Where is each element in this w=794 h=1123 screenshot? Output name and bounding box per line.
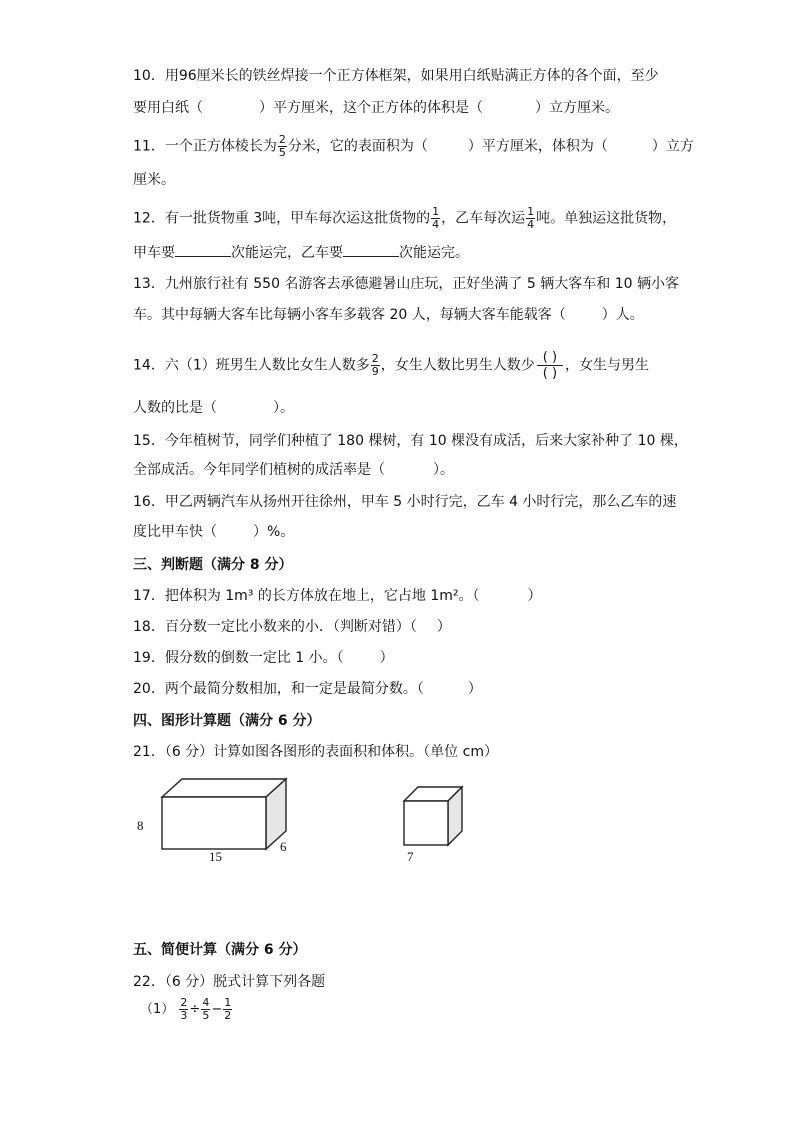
q14-line1: 14．六（1）班男生人数比女生人数多 $\frac{2}{9}$ ，女生人数比男生人数少 ( ) ( ) ，女生与男生 <box>133 350 650 381</box>
blank-fraction[interactable]: ( ) ( ) <box>537 350 563 381</box>
cube-edge-label: 7 <box>407 849 414 864</box>
fraction: $\frac{4}{5}$ <box>202 996 210 1022</box>
q10-line2: 要用白纸（ ）平方厘米，这个正方体的体积是（ ）立方厘米。 <box>133 100 619 116</box>
fraction: $\frac{2}{5}$ <box>278 133 286 159</box>
section-heading: 三、判断题（满分 8 分） <box>133 557 293 573</box>
q10-line1: 10．用96厘米长的铁丝焊接一个正方体框架，如果用白纸贴满正方体的各个面，至少 <box>133 68 659 84</box>
q20: 20．两个最简分数相加，和一定是最简分数。（ ） <box>133 681 482 697</box>
fraction: $\frac{1}{4}$ <box>527 205 535 231</box>
answer-underline[interactable] <box>343 242 399 257</box>
q16-line1: 16．甲乙两辆汽车从扬州开往徐州，甲车 5 小时行完，乙车 4 小时行完，那么乙车的速 <box>133 494 677 510</box>
q11-line2: 厘米。 <box>133 172 175 188</box>
calc-expression: （1） $\frac{2}{3}$ ÷ $\frac{4}{5}$ − $\frac{1}{2}$ <box>140 996 232 1022</box>
fraction: $\frac{1}{4}$ <box>432 205 440 231</box>
q15-line2: 全部成活。今年同学们植树的成活率是（ ）。 <box>133 462 454 478</box>
fraction: $\frac{2}{9}$ <box>371 352 379 378</box>
q15-line1: 15．今年植树节，同学们种植了 180 棵树，有 10 棵没有成活，后来大家补种了 10 棵， <box>133 433 688 449</box>
q18: 18．百分数一定比小数来的小．（判断对错）（ ） <box>133 619 451 635</box>
q12-line1: 12．有一批货物重 3吨，甲车每次运这批货物的 $\frac{1}{4}$ ，乙车每次运 $\frac{1}{4}$ 吨。单独运这批货物， <box>133 205 677 231</box>
cuboid-figure <box>162 779 286 849</box>
q12-line2: 甲车要 次能运完，乙车要 次能运完。 <box>133 242 469 263</box>
fraction: $\frac{2}{3}$ <box>180 996 188 1022</box>
q21: 21．（6 分）计算如图各图形的表面积和体积。（单位 cm） <box>133 744 498 760</box>
answer-underline[interactable] <box>175 242 231 257</box>
q17: 17．把体积为 1m³ 的长方体放在地上，它占地 1m²。（ ） <box>133 588 542 604</box>
cuboid-height-label: 8 <box>137 818 144 833</box>
cuboid-length-label: 15 <box>209 849 222 864</box>
cube-figure <box>404 787 462 845</box>
fraction: $\frac{1}{2}$ <box>224 996 232 1022</box>
q22: 22．（6 分）脱式计算下列各题 <box>133 974 326 990</box>
geometry-figure <box>150 775 480 865</box>
q16-line2: 度比甲车快（ ）%。 <box>133 524 295 540</box>
q13-line1: 13．九州旅行社有 550 名游客去承德避暑山庄玩，正好坐满了 5 辆大客车和 10 辆小客 <box>133 276 679 292</box>
q14-line2: 人数的比是（ ）。 <box>133 400 294 416</box>
section-heading: 四、图形计算题（满分 6 分） <box>133 713 321 729</box>
q11-line1: 11．一个正方体棱长为 $\frac{2}{5}$ 分米，它的表面积为（ ）平方厘米，体积为（ ）立方 <box>133 133 694 159</box>
section-heading: 五、简便计算（满分 6 分） <box>133 942 307 958</box>
q19: 19．假分数的倒数一定比 1 小。（ ） <box>133 650 394 666</box>
q13-line2: 车。其中每辆大客车比每辆小客车多载客 20 人，每辆大客车能载客（ ）人。 <box>133 307 644 323</box>
cuboid-width-label: 6 <box>280 839 287 854</box>
